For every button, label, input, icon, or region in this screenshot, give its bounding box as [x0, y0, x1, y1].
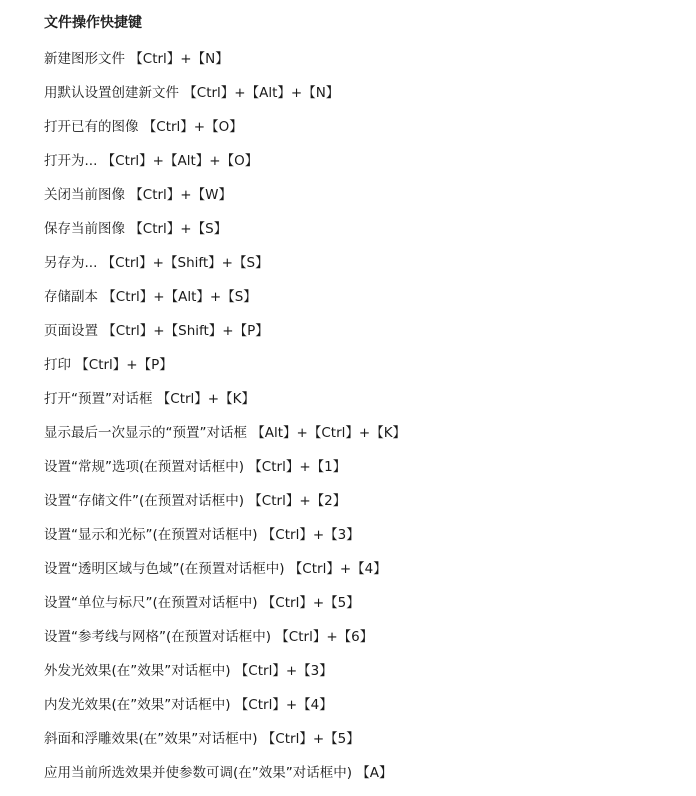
shortcut-line: 保存当前图像 【Ctrl】+【S】: [44, 221, 228, 237]
shortcut-line: 关闭当前图像 【Ctrl】+【W】: [44, 187, 232, 203]
shortcut-line: 斜面和浮雕效果(在”效果”对话框中) 【Ctrl】+【5】: [44, 731, 360, 747]
shortcut-line: 另存为... 【Ctrl】+【Shift】+【S】: [44, 255, 269, 271]
shortcut-line: 显示最后一次显示的“预置”对话框 【Alt】+【Ctrl】+【K】: [44, 425, 407, 441]
shortcut-line: 设置“参考线与网格”(在预置对话框中) 【Ctrl】+【6】: [44, 629, 374, 645]
shortcut-line: 设置“单位与标尺”(在预置对话框中) 【Ctrl】+【5】: [44, 595, 360, 611]
shortcut-line: 打开已有的图像 【Ctrl】+【O】: [44, 119, 243, 135]
shortcut-line: 设置“常规”选项(在预置对话框中) 【Ctrl】+【1】: [44, 459, 347, 475]
shortcut-line: 页面设置 【Ctrl】+【Shift】+【P】: [44, 323, 269, 339]
shortcut-line: 应用当前所选效果并使参数可调(在”效果”对话框中) 【A】: [44, 765, 393, 781]
shortcut-line: 设置“显示和光标”(在预置对话框中) 【Ctrl】+【3】: [44, 527, 360, 543]
shortcut-line: 存储副本 【Ctrl】+【Alt】+【S】: [44, 289, 257, 305]
shortcut-line: 打印 【Ctrl】+【P】: [44, 357, 173, 373]
shortcut-line: 内发光效果(在”效果”对话框中) 【Ctrl】+【4】: [44, 697, 333, 713]
shortcut-line: 打开“预置”对话框 【Ctrl】+【K】: [44, 391, 255, 407]
shortcut-line: 用默认设置创建新文件 【Ctrl】+【Alt】+【N】: [44, 85, 340, 101]
shortcut-line: 外发光效果(在”效果”对话框中) 【Ctrl】+【3】: [44, 663, 333, 679]
shortcut-line: 设置“透明区域与色域”(在预置对话框中) 【Ctrl】+【4】: [44, 561, 387, 577]
shortcut-list: [44, 48, 406, 796]
shortcut-line: 新建图形文件 【Ctrl】+【N】: [44, 51, 229, 67]
shortcut-line: 设置“存储文件”(在预置对话框中) 【Ctrl】+【2】: [44, 493, 347, 509]
shortcut-line: 打开为... 【Ctrl】+【Alt】+【O】: [44, 153, 259, 169]
document-title: 文件操作快捷键: [44, 15, 142, 31]
